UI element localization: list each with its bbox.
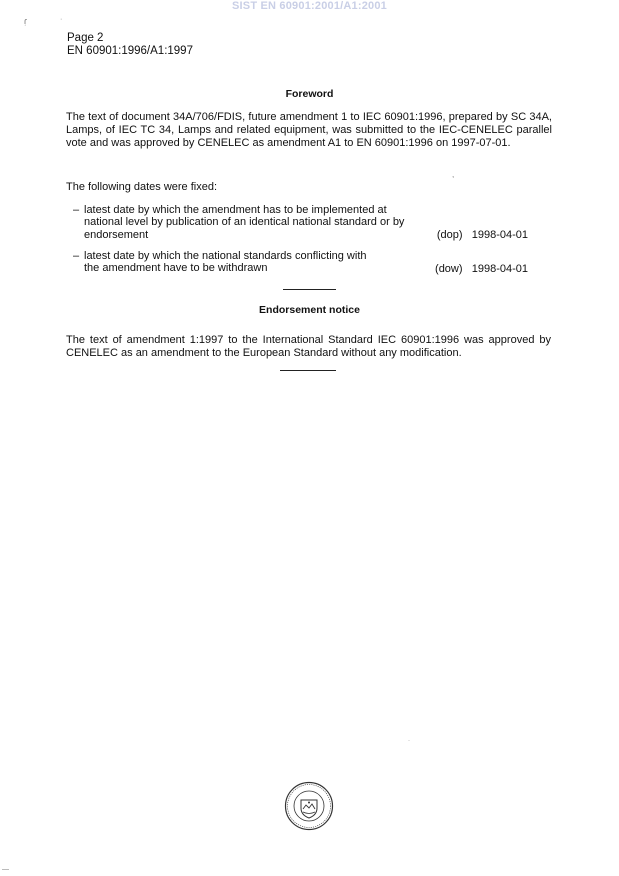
endorsement-title: Endorsement notice (259, 304, 360, 316)
date-item-text: latest date by which the amendment has to be implemented at national level by publication of an identical national standard or by endorsement (84, 204, 405, 241)
section-divider (280, 370, 336, 371)
watermark: SIST EN 60901:2001/A1:2001 (231, 0, 388, 12)
margin-mark: · (60, 16, 63, 23)
document-reference: EN 60901:1996/A1:1997 (67, 45, 193, 57)
date-item-ref (437, 229, 528, 241)
circular-stamp-seal-icon (284, 781, 334, 831)
list-dash: – (73, 250, 80, 262)
margin-mark: ɾ (24, 16, 27, 26)
date-item-text: latest date by which the national standards conflicting with the amendment have to be withdrawn (84, 250, 367, 275)
list-dash: – (73, 204, 80, 216)
date-value: 1998-04-01 (471, 262, 528, 275)
date-item-ref (435, 263, 528, 275)
foreword-paragraph (66, 111, 552, 151)
date-abbr: (dow) (435, 262, 463, 275)
date-value: 1998-04-01 (471, 228, 528, 241)
margin-mark: ʿ (24, 25, 27, 32)
dates-intro: The following dates were fixed: (66, 181, 218, 193)
margin-mark: · (408, 738, 410, 744)
margin-mark: — (2, 866, 9, 873)
date-item-dow (73, 250, 543, 275)
endorsement-paragraph (66, 334, 551, 360)
section-divider (283, 289, 336, 290)
margin-mark: , (452, 170, 455, 179)
foreword-title: Foreword (285, 88, 334, 100)
date-item-dop (73, 204, 543, 241)
foreword-text: The text of document 34A/706/FDIS, future amendment 1 to IEC 60901:1996, prepared by SC 34A, Lamps, of IEC TC 34, Lamps and related equipment, was submitted to the IEC-CENELEC parallel vote and was approved by CENELEC as amendment A1 to EN 60901:1996 on 1997-07-01. (66, 111, 552, 150)
endorsement-text: The text of amendment 1:1997 to the International Standard IEC 60901:1996 was approved by CENELEC as an amendment to the European Standard without any modification. (66, 334, 551, 360)
date-abbr: (dop) (436, 228, 463, 241)
page-number: Page 2 (67, 32, 104, 44)
